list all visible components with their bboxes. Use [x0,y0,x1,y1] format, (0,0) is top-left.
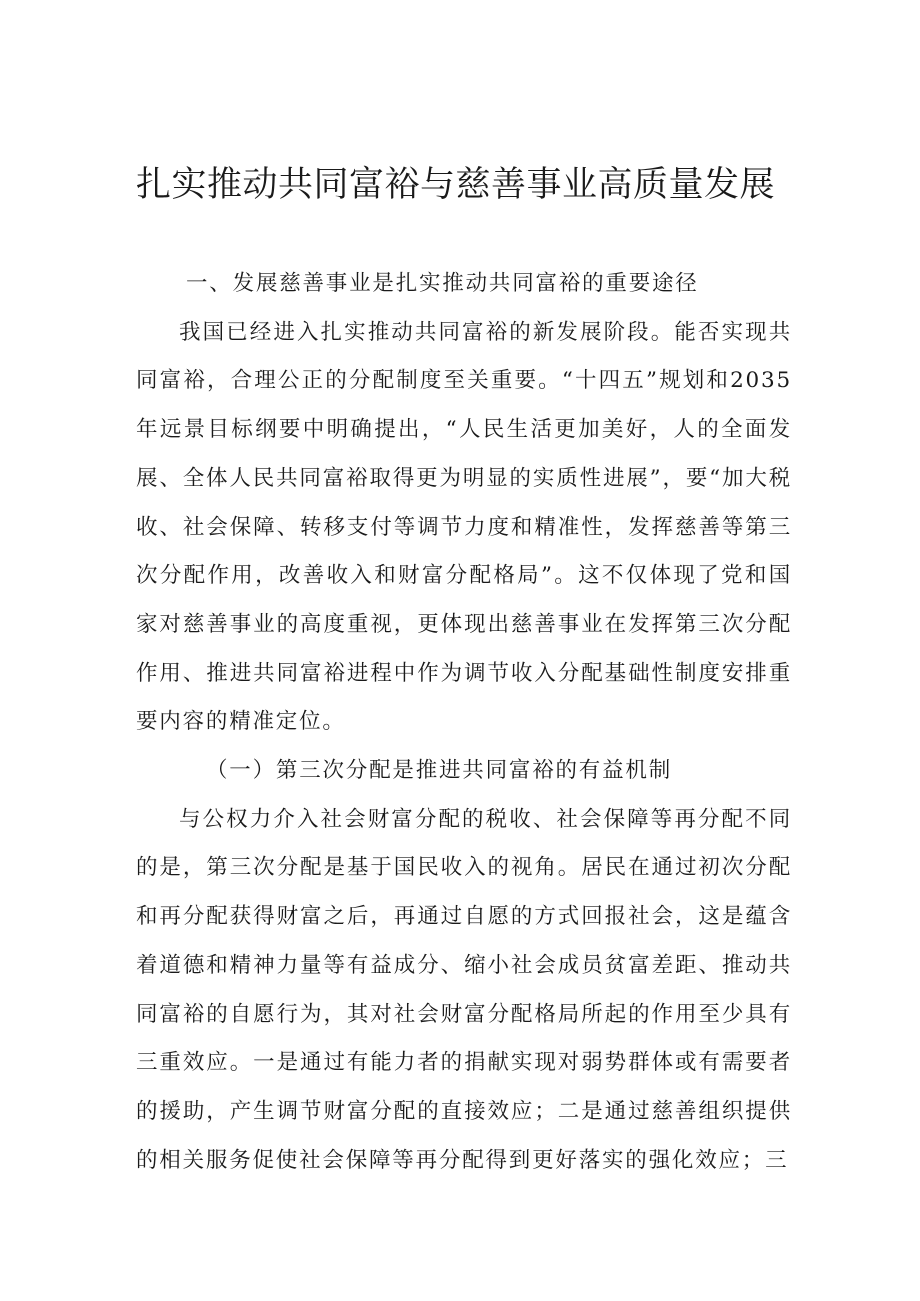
document-title: 扎实推动共同富裕与慈善事业高质量发展 [136,165,776,205]
subsection-heading: （一）第三次分配是推进共同富裕的有益机制 [206,758,673,784]
section-heading: 一、发展慈善事业是扎实推动共同富裕的重要途径 [186,271,699,296]
paragraph: 我国已经进入扎实推动共同富裕的新发展阶段。能否实现共同富裕，合理公正的分配制度至关重要。“十四五”规划和2035年远景目标纲要中明确提出，“人民生活更加美好，人的全面发展、全体人民共同富裕取得更为明显的实质性进展”，要“加大税收、社会保障、转移支付等调节力度和精准性，发挥慈善等第三次分配作用，改善收入和财富分配格局”。这不仅体现了党和国家对慈善事业的高度重视，更体现出慈善事业在发挥第三次分配作用、推进共同富裕进程中作为调节收入分配基础性制度安排重要内容的精准定位。 [136,319,792,735]
document-body [136,260,792,1185]
paragraph: 与公权力介入社会财富分配的税收、社会保障等再分配不同的是，第三次分配是基于国民收入的视角。居民在通过初次分配和再分配获得财富之后，再通过自愿的方式回报社会，这是蕴含着道德和精神力量等有益成分、缩小社会成员贫富差距、推动共同富裕的自愿行为，其对社会财富分配格局所起的作用至少具有三重效应。一是通过有能力者的捐献实现对弱势群体或有需要者的援助，产生调节财富分配的直接效应；二是通过慈善组织提供的相关服务促使社会保障等再分配得到更好落实的强化效应；三 [136,806,792,1173]
